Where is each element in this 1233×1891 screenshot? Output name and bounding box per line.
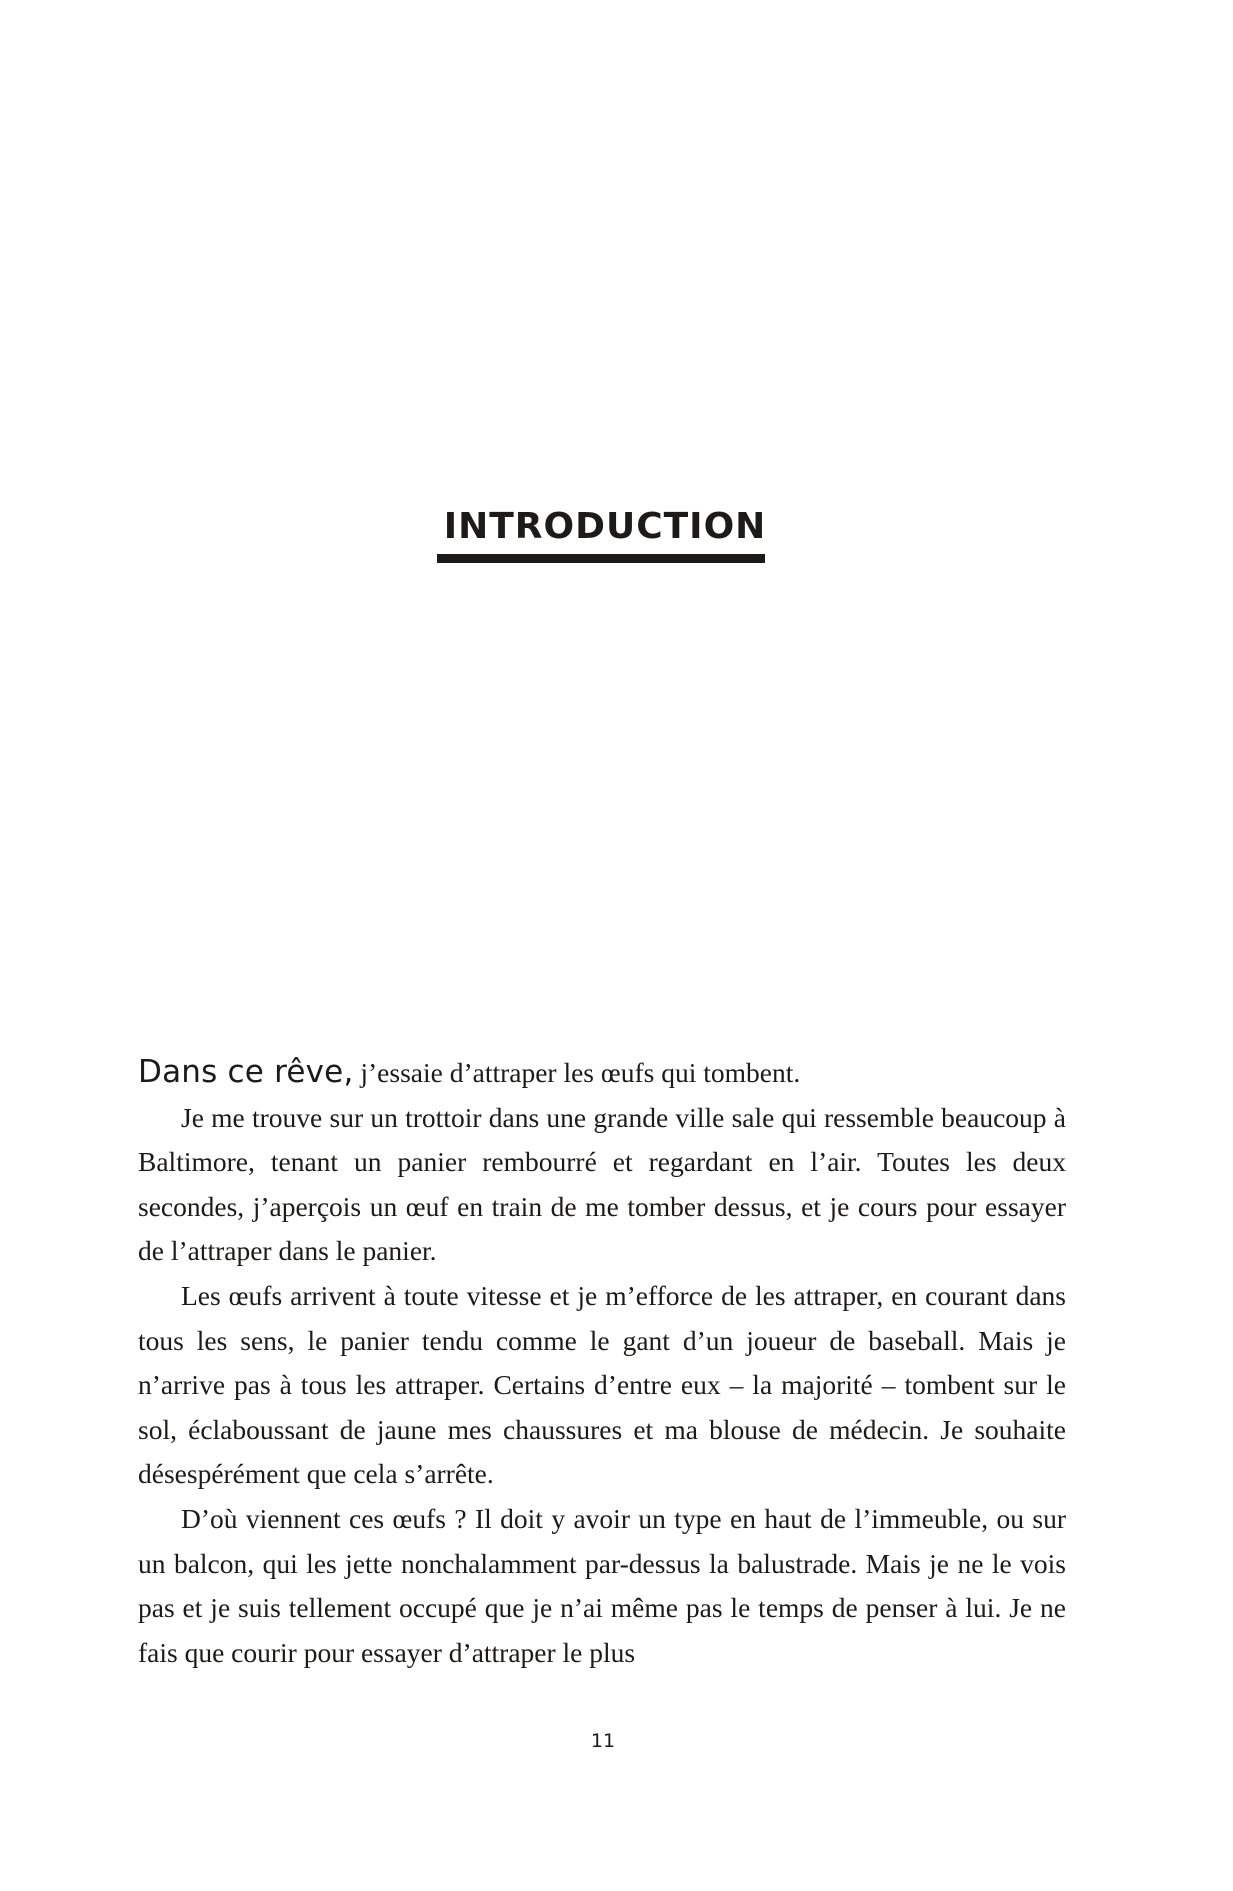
chapter-title: INTRODUCTION [443,506,767,547]
opening-paragraph [138,1050,1066,1096]
body-text [138,1050,1066,1675]
paragraph: Je me trouve sur un trottoir dans une grande ville sale qui ressemble beaucoup à Baltimore, tenant un panier rembourré et regardant en l’air. Toutes les deux secondes, j’aperçois un œuf en train de me tomber dessus, et je cours pour essayer de l’attraper dans le panier. [138,1101,1066,1267]
paragraph: Les œufs arrivent à toute vitesse et je m’efforce de les attraper, en courant dans tous les sens, le panier tendu comme le gant d’un joueur de baseball. Mais je n’arrive pas à tous les attraper. Certains d’entre eux – la majorité – tombent sur le sol, éclaboussant de jaune mes chaussures et ma blouse de médecin. Je souhaite désespérément que cela s’arrête. [138,1279,1066,1490]
paragraph: D’où viennent ces œufs ? Il doit y avoir un type en haut de l’immeuble, ou sur un balcon, qui les jette nonchalamment par-dessus la balustrade. Mais je ne le vois pas et je suis tellement occupé que je n’ai même pas le temps de penser à lui. Je ne fais que courir pour essayer d’attraper le plus [138,1502,1066,1668]
opening-sentence: j’essaie d’attraper les œufs qui tombent. [353,1057,801,1088]
title-underline-rule [437,554,765,563]
page-number: 11 [590,1730,616,1752]
lead-in-phrase: Dans ce rêve, [138,1054,354,1090]
chapter-header [0,500,1210,554]
